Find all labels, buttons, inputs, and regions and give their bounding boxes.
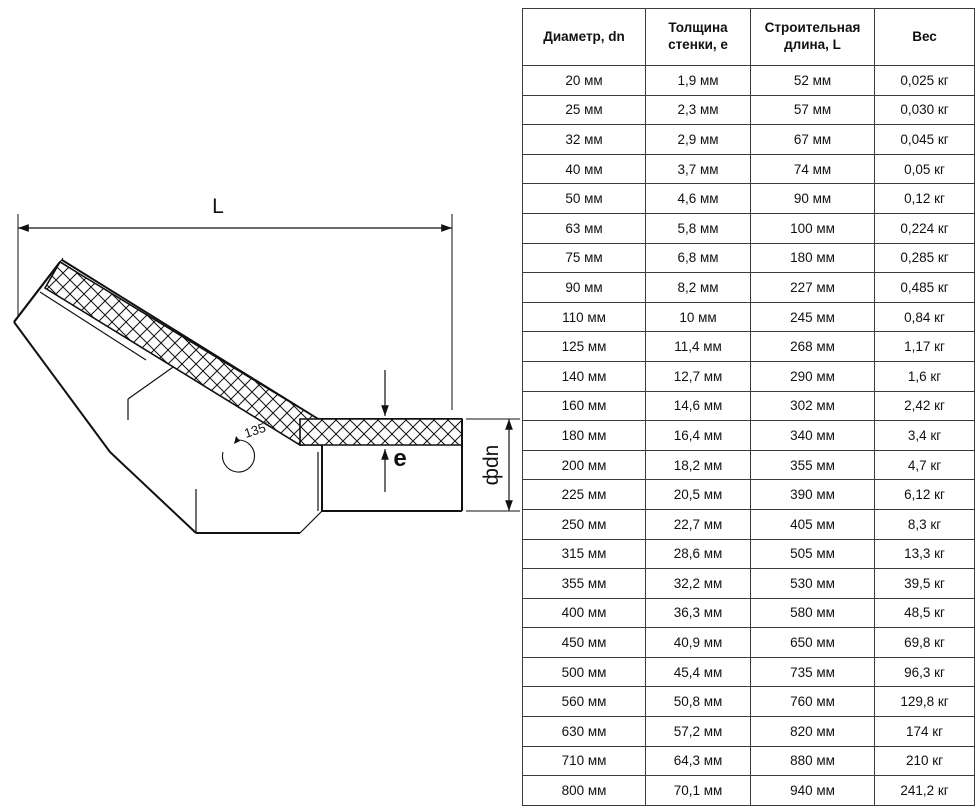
table-row <box>523 717 975 747</box>
table-cell: 180 мм <box>523 421 646 451</box>
table-cell: 13,3 кг <box>875 539 975 569</box>
table-row <box>523 776 975 806</box>
table-cell: 0,025 кг <box>875 66 975 96</box>
table-cell: 70,1 мм <box>646 776 751 806</box>
table-cell: 630 мм <box>523 717 646 747</box>
table-row <box>523 598 975 628</box>
table-cell: 36,3 мм <box>646 598 751 628</box>
table-body <box>523 66 975 806</box>
table-row <box>523 125 975 155</box>
table-cell: 505 мм <box>751 539 875 569</box>
table-cell: 0,030 кг <box>875 95 975 125</box>
table-row <box>523 450 975 480</box>
table-cell: 0,045 кг <box>875 125 975 155</box>
table-cell: 800 мм <box>523 776 646 806</box>
table-cell: 390 мм <box>751 480 875 510</box>
table-cell: 290 мм <box>751 361 875 391</box>
table-header-row <box>523 9 975 66</box>
table-cell: 12,7 мм <box>646 361 751 391</box>
table-cell: 200 мм <box>523 450 646 480</box>
table-cell: 3,4 кг <box>875 421 975 451</box>
table-row <box>523 391 975 421</box>
table-cell: 20,5 мм <box>646 480 751 510</box>
table-cell: 74 мм <box>751 154 875 184</box>
table-cell: 140 мм <box>523 361 646 391</box>
table-cell: 75 мм <box>523 243 646 273</box>
table-row <box>523 213 975 243</box>
table-cell: 4,6 мм <box>646 184 751 214</box>
dimension-length-label: L <box>212 195 224 218</box>
table-header-wall-thickness-line2: стенки, e <box>668 37 728 52</box>
table-header-length-line1: Строительная <box>764 20 861 36</box>
table-cell: 39,5 кг <box>875 569 975 599</box>
table-cell: 450 мм <box>523 628 646 658</box>
table-cell: 0,224 кг <box>875 213 975 243</box>
table-cell: 63 мм <box>523 213 646 243</box>
table-header-wall-thickness-line1: Толщина <box>668 20 728 36</box>
table-cell: 174 кг <box>875 717 975 747</box>
table-cell: 0,05 кг <box>875 154 975 184</box>
table-cell: 100 мм <box>751 213 875 243</box>
table-header-length <box>751 9 875 66</box>
table-cell: 125 мм <box>523 332 646 362</box>
table-cell: 940 мм <box>751 776 875 806</box>
table-cell: 405 мм <box>751 509 875 539</box>
table-cell: 530 мм <box>751 569 875 599</box>
table-cell: 250 мм <box>523 509 646 539</box>
table-row <box>523 243 975 273</box>
table-header-weight-line1: Вес <box>912 28 937 44</box>
table-cell: 355 мм <box>751 450 875 480</box>
table-cell: 340 мм <box>751 421 875 451</box>
table-cell: 50 мм <box>523 184 646 214</box>
table-row <box>523 332 975 362</box>
table-cell: 0,12 кг <box>875 184 975 214</box>
table-cell: 11,4 мм <box>646 332 751 362</box>
table-cell: 52 мм <box>751 66 875 96</box>
angle-indicator <box>222 436 254 472</box>
table-row <box>523 66 975 96</box>
table-cell: 180 мм <box>751 243 875 273</box>
table-cell: 2,3 мм <box>646 95 751 125</box>
table-cell: 22,7 мм <box>646 509 751 539</box>
table-cell: 241,2 кг <box>875 776 975 806</box>
table-cell: 5,8 мм <box>646 213 751 243</box>
table-cell: 110 мм <box>523 302 646 332</box>
table-cell: 6,12 кг <box>875 480 975 510</box>
table-row <box>523 539 975 569</box>
table-cell: 268 мм <box>751 332 875 362</box>
table-cell: 210 кг <box>875 746 975 776</box>
table-cell: 400 мм <box>523 598 646 628</box>
dimension-wall-thickness-label: e <box>393 445 407 472</box>
table-cell: 3,7 мм <box>646 154 751 184</box>
table-cell: 16,4 мм <box>646 421 751 451</box>
table-cell: 64,3 мм <box>646 746 751 776</box>
table-cell: 14,6 мм <box>646 391 751 421</box>
table-cell: 227 мм <box>751 273 875 303</box>
table-cell: 245 мм <box>751 302 875 332</box>
table-row <box>523 657 975 687</box>
table-header-diameter <box>523 9 646 66</box>
table-cell: 50,8 мм <box>646 687 751 717</box>
elbow-body <box>14 258 462 533</box>
specification-table-wrapper <box>522 8 974 806</box>
table-header-diameter-line1: Диаметр, dn <box>543 28 625 44</box>
table-row <box>523 361 975 391</box>
table-row <box>523 628 975 658</box>
table-cell: 40,9 мм <box>646 628 751 658</box>
table-cell: 90 мм <box>523 273 646 303</box>
table-row <box>523 95 975 125</box>
table-cell: 315 мм <box>523 539 646 569</box>
table-cell: 820 мм <box>751 717 875 747</box>
table-cell: 650 мм <box>751 628 875 658</box>
table-cell: 69,8 кг <box>875 628 975 658</box>
table-cell: 45,4 мм <box>646 657 751 687</box>
table-cell: 580 мм <box>751 598 875 628</box>
table-cell: 25 мм <box>523 95 646 125</box>
table-cell: 4,7 кг <box>875 450 975 480</box>
table-header-length-line2: длина, L <box>784 37 841 52</box>
table-cell: 10 мм <box>646 302 751 332</box>
table-row <box>523 569 975 599</box>
table-cell: 1,6 кг <box>875 361 975 391</box>
table-header-weight <box>875 9 975 66</box>
table-cell: 32 мм <box>523 125 646 155</box>
table-cell: 40 мм <box>523 154 646 184</box>
table-cell: 225 мм <box>523 480 646 510</box>
table-cell: 0,285 кг <box>875 243 975 273</box>
table-row <box>523 421 975 451</box>
table-cell: 8,2 мм <box>646 273 751 303</box>
table-row <box>523 154 975 184</box>
table-cell: 6,8 мм <box>646 243 751 273</box>
table-row <box>523 480 975 510</box>
table-row <box>523 184 975 214</box>
dimension-diameter-label: фdn <box>480 444 503 486</box>
table-cell: 355 мм <box>523 569 646 599</box>
table-cell: 28,6 мм <box>646 539 751 569</box>
table-cell: 2,42 кг <box>875 391 975 421</box>
table-row <box>523 302 975 332</box>
table-cell: 880 мм <box>751 746 875 776</box>
table-cell: 48,5 кг <box>875 598 975 628</box>
table-cell: 0,84 кг <box>875 302 975 332</box>
table-row <box>523 746 975 776</box>
table-cell: 1,17 кг <box>875 332 975 362</box>
table-cell: 160 мм <box>523 391 646 421</box>
table-cell: 760 мм <box>751 687 875 717</box>
table-cell: 735 мм <box>751 657 875 687</box>
table-cell: 57 мм <box>751 95 875 125</box>
angle-label: 135° <box>242 418 273 441</box>
table-cell: 2,9 мм <box>646 125 751 155</box>
table-cell: 0,485 кг <box>875 273 975 303</box>
table-header-wall-thickness <box>646 9 751 66</box>
table-cell: 67 мм <box>751 125 875 155</box>
table-row <box>523 687 975 717</box>
table-cell: 90 мм <box>751 184 875 214</box>
table-cell: 20 мм <box>523 66 646 96</box>
table-cell: 96,3 кг <box>875 657 975 687</box>
table-cell: 57,2 мм <box>646 717 751 747</box>
table-cell: 18,2 мм <box>646 450 751 480</box>
table-row <box>523 273 975 303</box>
table-cell: 129,8 кг <box>875 687 975 717</box>
table-cell: 500 мм <box>523 657 646 687</box>
table-cell: 302 мм <box>751 391 875 421</box>
table-cell: 560 мм <box>523 687 646 717</box>
specification-table <box>522 8 975 806</box>
table-cell: 1,9 мм <box>646 66 751 96</box>
table-cell: 32,2 мм <box>646 569 751 599</box>
table-cell: 710 мм <box>523 746 646 776</box>
table-cell: 8,3 кг <box>875 509 975 539</box>
table-row <box>523 509 975 539</box>
